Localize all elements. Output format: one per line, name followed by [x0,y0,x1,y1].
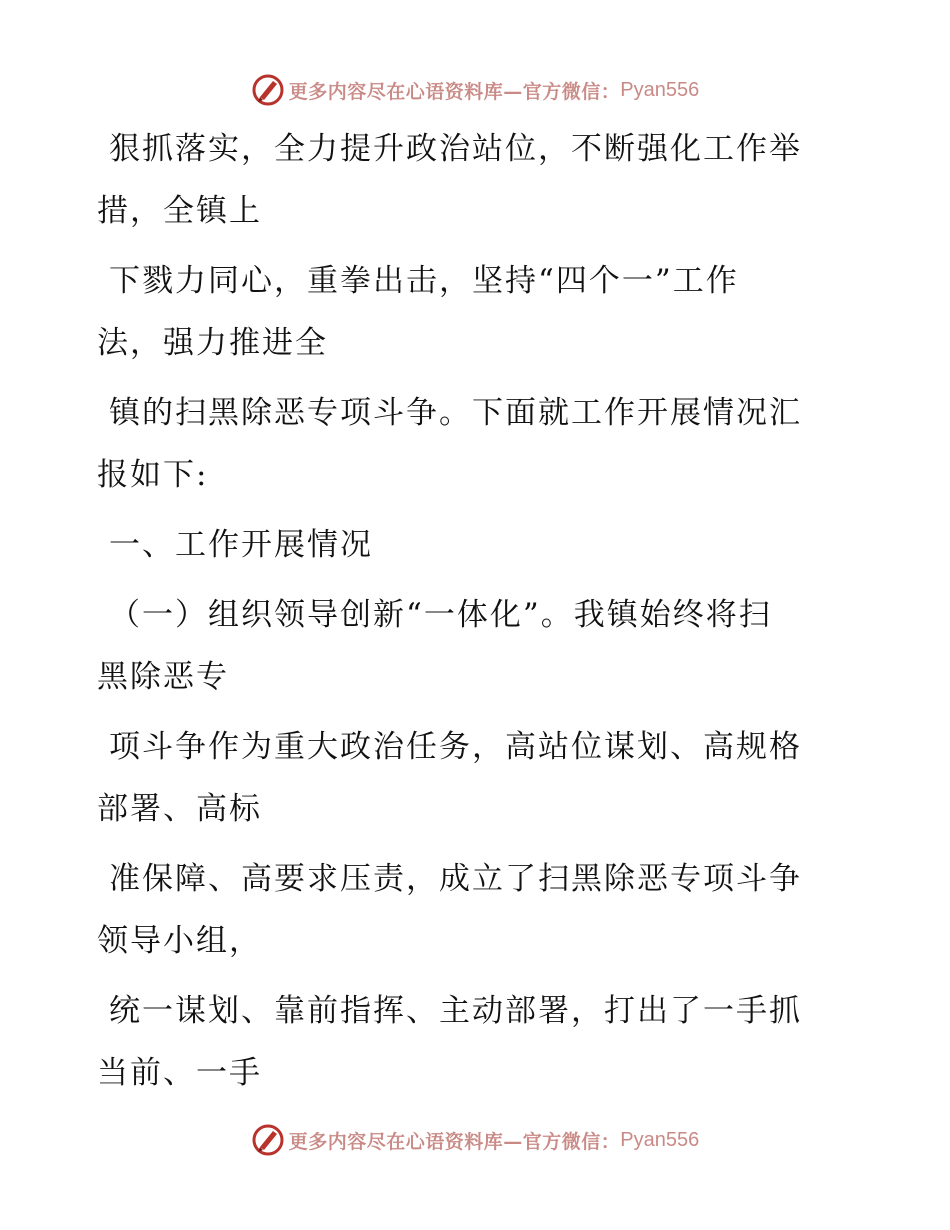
banner-text: 更多内容尽在心语资料库—官方微信： [288,1130,621,1153]
paragraph [97,716,837,840]
document-body [97,118,837,1112]
section-heading-text: 一、工作开展情况 [109,527,373,563]
paragraph [97,250,837,374]
paragraph [97,118,837,242]
paragraph-line: 准保障、高要求压责，成立了扫黑除恶专项斗争 [109,861,802,897]
paragraph-line: 当前、一手 [97,1055,262,1091]
paragraph [97,980,837,1104]
paragraph-line: 部署、高标 [97,791,262,827]
paragraph-line: 狠抓落实，全力提升政治站位，不断强化工作举 [109,131,802,167]
banner-account: Pyan556 [620,1128,700,1151]
paragraph-line: 黑除恶专 [97,659,229,695]
paragraph-line: 镇的扫黑除恶专项斗争。下面就工作开展情况汇 [109,395,802,431]
banner-text: 更多内容尽在心语资料库—官方微信： [288,80,621,103]
paragraph-line: 措，全镇上 [97,193,262,229]
paragraph-line: 报如下: [97,457,209,493]
header-watermark-banner [0,70,950,110]
paragraph-line: 下戮力同心，重拳出击，坚持“四个一”工作 [109,263,739,299]
paragraph [97,382,837,506]
section-heading [97,514,837,576]
pen-logo-icon [251,1123,285,1157]
paragraph-line: （一）组织领导创新“一体化”。我镇始终将扫 [109,597,772,633]
paragraph-line: 领导小组， [97,923,262,959]
banner-account: Pyan556 [620,78,700,101]
paragraph [97,848,837,972]
paragraph-line: 统一谋划、靠前指挥、主动部署，打出了一手抓 [109,993,802,1029]
paragraph [97,584,837,708]
footer-watermark-banner [0,1120,950,1160]
paragraph-line: 项斗争作为重大政治任务，高站位谋划、高规格 [109,729,802,765]
paragraph-line: 法，强力推进全 [97,325,328,361]
pen-logo-icon [251,73,285,107]
